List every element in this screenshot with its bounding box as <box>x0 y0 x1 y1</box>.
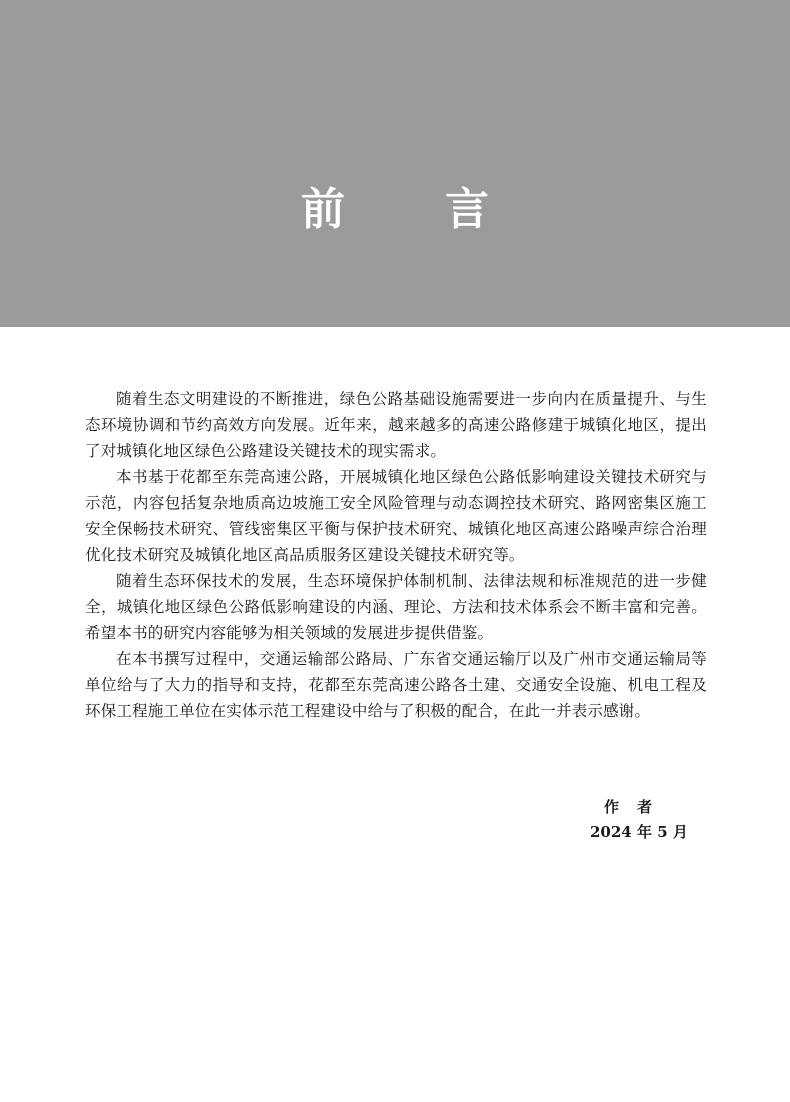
paragraph-4: 在本书撰写过程中，交通运输部公路局、广东省交通运输厅以及广州市交通运输局等单位给与了大力的指导和支持，花都至东莞高速公路各土建、交通安全设施、机电工程及环保工程施工单位在实体示范工程建设中给与了积极的配合，在此一并表示感谢。 <box>85 650 707 720</box>
paragraph-1: 随着生态文明建设的不断推进，绿色公路基础设施需要进一步向内在质量提升、与生态环境协调和节约高效方向发展。近年来，越来越多的高速公路修建于城镇化地区，提出了对城镇化地区绿色公路建设关键技术的现实需求。 <box>85 390 707 460</box>
title-char-yan: 言 <box>445 184 489 235</box>
paragraph-3: 随着生态环保技术的发展，生态环境保护体制机制、法律法规和标准规范的进一步健全，城镇化地区绿色公路低影响建设的内涵、理论、方法和技术体系会不断丰富和完善。希望本书的研究内容能够为相关领域的发展进步提供借鉴。 <box>85 572 707 642</box>
paragraph-2: 本书基于花都至东莞高速公路，开展城镇化地区绿色公路低影响建设关键技术研究与示范，内容包括复杂地质高边坡施工安全风险管理与动态调控技术研究、路网密集区施工安全保畅技术研究、管线密集区平衡与保护技术研究、城镇化地区高速公路噪声综合治理优化技术研究及城镇化地区高品质服务区建设关键技术研究等。 <box>85 468 707 564</box>
header-band <box>0 0 790 327</box>
title-char-qian: 前 <box>301 184 345 235</box>
preface-body <box>85 386 707 724</box>
page-title <box>0 180 790 240</box>
signature-author: 作者 <box>604 798 671 816</box>
signature-date: 2024 年 5 月 <box>590 823 688 841</box>
